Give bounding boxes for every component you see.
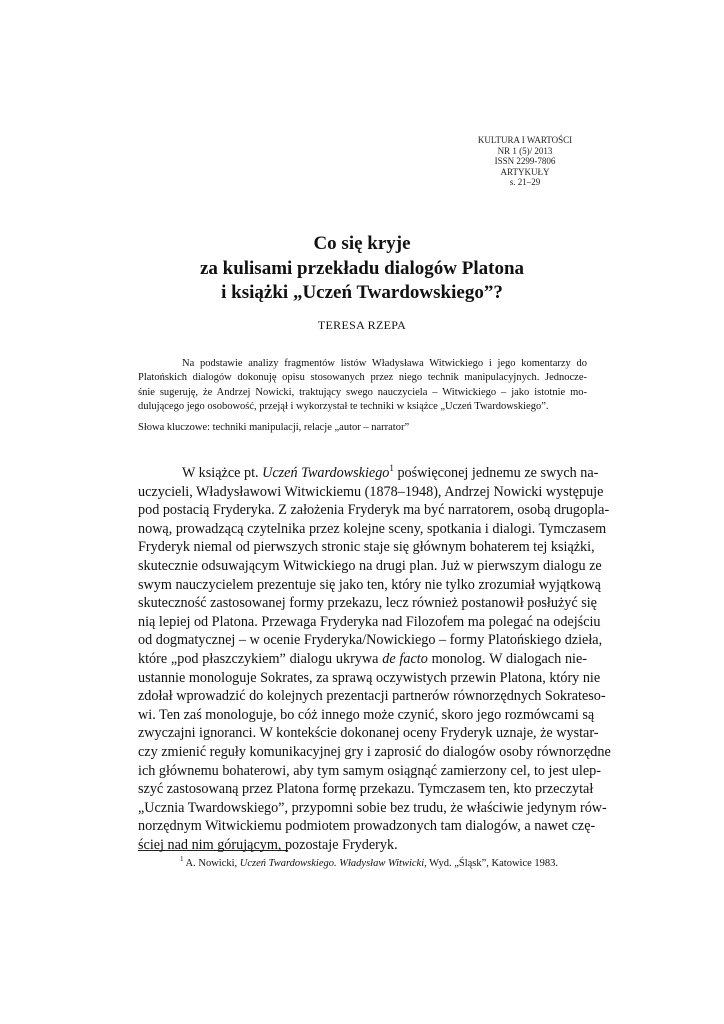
- footnote-text: Wyd. „Śląsk”, Katowice 1983.: [426, 858, 559, 869]
- article-author: TERESA RZEPA: [317, 318, 407, 332]
- body-text-span: poświęconej jednemu ze swych na-: [393, 465, 599, 481]
- body-line: ustannie monologuje Sokrates, za sprawą oczywistych przewin Platona, który nie: [138, 669, 601, 686]
- body-line: skutecznie odsuwającym Witwickiego na drugi plan. Już w pierwszym dialogu ze: [138, 557, 602, 574]
- body-line: norzędnym Witwickiemu podmiotem prowadzonych tam dialogów, a nawet czę-: [138, 818, 596, 835]
- body-line: ściej nad nim górującym, pozostaje Fryderyk.: [138, 836, 398, 853]
- book-title-italic: Uczeń Twardowskiego: [262, 465, 390, 481]
- body-line: „Ucznia Twardowskiego”, przypomni sobie bez trudu, że właściwie jedynym rów-: [138, 799, 607, 816]
- abstract: [138, 357, 587, 414]
- abstract-line: dulującego jego osobowość, przejął i wykorzystał te techniki w książce „Uczeń Twardowskiego”.: [138, 400, 549, 412]
- body-line: wi. Ten zaś monologuje, bo cóż innego może czynić, skoro jego rozmówcami są: [138, 706, 595, 723]
- body-paragraph: [138, 463, 611, 854]
- journal-info: [460, 135, 590, 188]
- body-line: ich głównemu bohaterowi, aby tym samym osiągnąć zamierzony cel, to jest ulep-: [138, 762, 601, 779]
- body-text-span: monolog. W dialogach nie-: [427, 650, 587, 667]
- body-line: nową, prowadzącą czytelnika przez kolejne sceny, spotkania i dialogi. Tymczasem: [138, 520, 607, 537]
- title-line: za kulisami przekładu dialogów Platona: [199, 257, 525, 279]
- body-line: zdołał wprowadzić do kolejnych prezentacji partnerów równorzędnych Sokrateso-: [138, 688, 606, 705]
- body-line: uczycieli, Władysławowi Witwickiemu (1878–1948), Andrzej Nowicki występuje: [138, 483, 604, 500]
- footnote-text: A. Nowicki,: [183, 858, 240, 869]
- body-line: pod postacią Fryderyka. Z założenia Fryderyk ma być narratorem, osobą drugopla-: [138, 502, 610, 519]
- footnote-separator: [138, 850, 288, 851]
- body-line: od dogmatycznej – w ocenie Fryderyka/Nowickiego – formy Platońskiego dzieła,: [138, 632, 603, 649]
- body-text-span: W książce pt.: [182, 465, 263, 481]
- keywords: Słowa kluczowe: techniki manipulacji, relacje „autor – narrator”: [138, 422, 410, 433]
- journal-section: ARTYKUŁY: [500, 166, 550, 177]
- body-line: [138, 650, 587, 669]
- journal-pages: s. 21–29: [509, 177, 541, 187]
- italic-phrase: de facto: [382, 650, 428, 667]
- footnote-number: 1: [180, 855, 184, 863]
- body-line: nią lepiej od Platona. Przewaga Fryderyka nad Filozofem ma polegać na odejściu: [138, 613, 601, 630]
- footnote-book-title: Uczeń Twardowskiego. Władysław Witwicki,: [239, 858, 427, 869]
- journal-name: KULTURA I WARTOŚCI: [477, 135, 573, 145]
- footnote-ref: 1: [389, 463, 394, 473]
- body-line: skuteczność zastosowanej formy przekazu, lecz również postanowił posłużyć się: [138, 595, 597, 612]
- title-line: i książki „Uczeń Twardowskiego”?: [221, 282, 503, 303]
- abstract-line: Platońskich dialogów dokonuję opisu stosowanych przez niego technik manipulacyjnych. Jednocze-: [138, 372, 587, 384]
- body-line: Fryderyk niemal od pierwszych stronic staje się głównym bohaterem tej książki,: [138, 539, 595, 556]
- body-text-span: które „pod płaszczykiem” dialogu ukrywa: [138, 650, 383, 667]
- journal-issue: NR 1 (5)/ 2013: [497, 145, 553, 156]
- body-line: [138, 463, 599, 483]
- abstract-line: Na podstawie analizy fragmentów listów Władysława Witwickiego i jego komentarzy do: [182, 358, 587, 369]
- body-line: czy zmienić reguły komunikacyjnej gry i zaprosić do dialogów osoby równorzędne: [138, 743, 611, 760]
- body-line: swym nauczycielem prezentuje się jako ten, który nie tylko zrozumiał wyjątkową: [138, 576, 601, 593]
- journal-issn: ISSN 2299-7806: [494, 156, 556, 166]
- title-line: Co się kryje: [313, 233, 411, 254]
- body-line: szyć zastosowaną przez Platona formę przekazu. Tymczasem ten, kto przeczytał: [138, 781, 594, 798]
- abstract-line: śnie sugeruję, że Andrzej Nowicki, traktujący swego nauczyciela – Witwickiego – jako istotnie mo-: [138, 386, 587, 398]
- article-title: [100, 232, 624, 306]
- footnote: [180, 857, 600, 871]
- body-line: zwyczajni ignoranci. W kontekście dokonanej oceny Fryderyk uznaje, że wystar-: [138, 725, 599, 742]
